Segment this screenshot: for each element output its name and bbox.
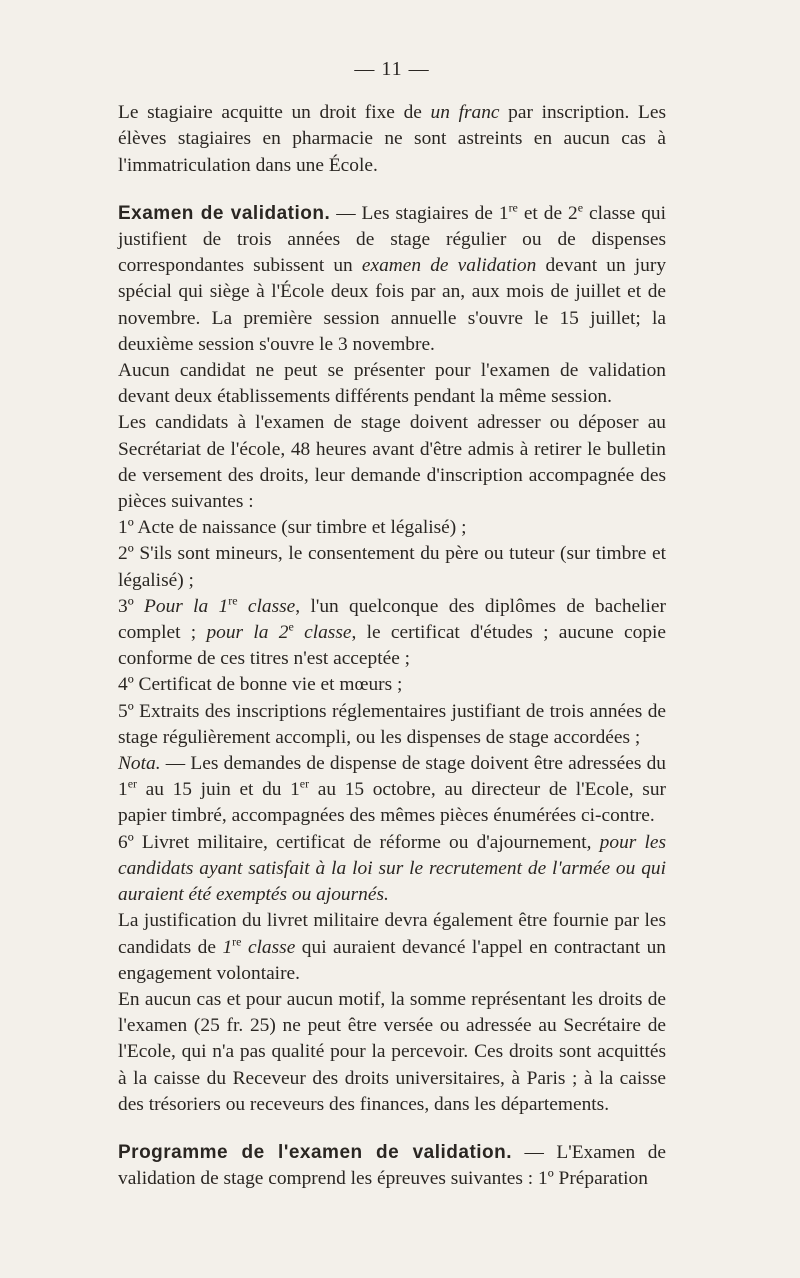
text: , le certificat d'études ; aucune copie conforme de ces titres n'est acceptée ; — [118, 622, 667, 670]
page-number: — 11 — — [354, 58, 430, 80]
italic-text: examen de validation — [361, 255, 537, 277]
text: 3º — [118, 595, 145, 617]
text: — L'Examen de validation de stage comprend les épreuves suivantes : 1º Préparation — [118, 1141, 666, 1190]
text: au 15 juin et du 1 — [137, 779, 300, 801]
italic-text: Pour la 1 — [144, 595, 229, 617]
superscript: e — [577, 200, 584, 215]
text: 6º Livret militaire, certificat de réforme ou d'ajournement, — [118, 831, 600, 853]
text: , l'un quelconque des diplômes de bachelier complet ; — [118, 595, 666, 644]
superscript: er — [127, 776, 138, 791]
italic-text: pour la 2 — [206, 622, 289, 644]
section-heading-examen: Examen de validation. — [118, 202, 331, 224]
paragraph-examen-validation — [118, 201, 666, 358]
superscript: re — [232, 934, 242, 949]
italic-text: classe — [293, 622, 352, 644]
paragraph-justification — [118, 908, 666, 987]
text: par inscription. Les élèves stagiaires en pharmacie ne sont astreints en aucun cas à l'immatriculation dans une École. — [118, 102, 667, 176]
list-item-2: 2º S'ils sont mineurs, le consentement du père ou tuteur (sur timbre et légalisé) ; — [118, 543, 666, 591]
text: qui auraient devancé l'appel en contractant un engagement volontaire. — [118, 936, 666, 984]
italic-text: classe — [241, 936, 296, 958]
italic-text: 1 — [222, 936, 233, 958]
section-heading-programme: Programme de l'examen de validation. — [118, 1141, 513, 1163]
italic-text: classe — [237, 595, 296, 617]
superscript: e — [288, 619, 294, 634]
superscript: re — [228, 593, 238, 608]
list-item-4: 4º Certificat de bonne vie et mœurs ; — [118, 674, 403, 696]
list-item-5: 5º Extraits des inscriptions réglementaires justifiant de trois années de stage régulièrement accompli, ou les dispenses de stage accordées ; — [118, 700, 666, 748]
text: classe qui justifient de trois années de stage régulier ou de dispenses correspondantes subissent un — [118, 202, 666, 277]
text: et de 2 — [517, 202, 578, 224]
paragraph-aucun-candidat: Aucun candidat ne peut se présenter pour l'examen de validation devant deux établissements différents pendant la même session. — [118, 360, 666, 408]
text: Le stagiaire acquitte un droit fixe de — [118, 102, 431, 124]
nota-label: Nota. — [118, 753, 161, 775]
text: devant un jury spécial qui siège à l'École deux fois par an, aux mois de juillet et de novembre. La première session annuelle s'ouvre le 15 juillet; la deuxième session s'ouvre le 3 novembre. — [118, 255, 667, 355]
page-content — [118, 56, 666, 1192]
list-item-1: 1º Acte de naissance (sur timbre et légalisé) ; — [118, 517, 467, 539]
text: — Les demandes de dispense de stage doivent être adressées du 1 — [118, 753, 666, 801]
italic-text: un franc — [430, 102, 500, 124]
paragraph-candidats: Les candidats à l'examen de stage doivent adresser ou déposer au Secrétariat de l'école, 48 heures avant d'être admis à retirer le bulletin de versement des droits, leur demande d'inscription accompagnée des pièces suivantes : — [118, 412, 666, 513]
italic-text: pour les candidats ayant satisfait à la loi sur le recrutement de l'armée ou qui auraient été exemptés ou ajournés. — [118, 831, 666, 906]
text: au 15 octobre, au directeur de l'Ecole, sur papier timbré, accompagnées des mêmes pièces énumérées ci-contre. — [118, 779, 666, 827]
list-item-3 — [118, 594, 666, 673]
nota-paragraph — [118, 751, 666, 830]
paragraph-programme — [118, 1140, 666, 1192]
text: — Les stagiaires de 1 — [330, 202, 509, 224]
paragraph-droits-examen: En aucun cas et pour aucun motif, la somme représentant les droits de l'examen (25 fr. 25) ne peut être versée ou adressée au Secrétaire de l'Ecole, qui n'a pas qualité pour la percevoir. Ces droits sont acquittés à la caisse du Receveur des droits universitaires, à Paris ; à la caisse des trésoriers ou receveurs des finances, dans les départements. — [118, 988, 666, 1115]
paragraph-droit-fixe — [118, 100, 666, 179]
text: La justification du livret militaire devra également être fournie par les candidats de — [118, 910, 666, 958]
list-item-6 — [118, 830, 666, 909]
superscript: er — [299, 776, 310, 791]
superscript: re — [508, 200, 518, 215]
